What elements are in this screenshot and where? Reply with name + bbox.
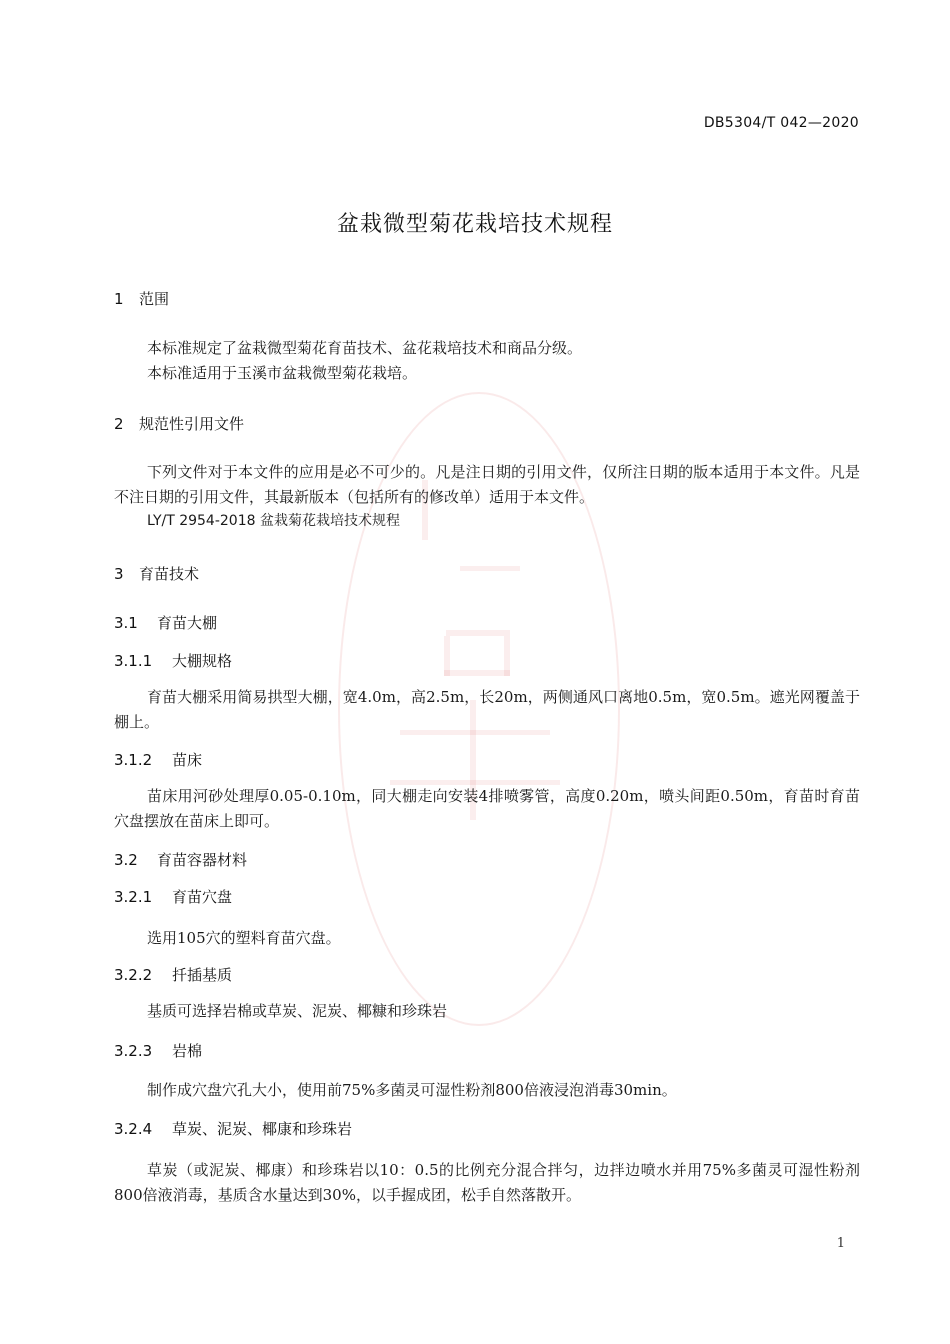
section-title: 育苗穴盘 <box>172 888 233 906</box>
section-number: 3.2.4 <box>114 1120 153 1138</box>
section-heading-3-1-2 <box>114 749 202 770</box>
paragraph: 本标准规定了盆栽微型菊花育苗技术、盆花栽培技术和商品分级。 <box>147 339 583 357</box>
document-code: DB5304/T 042—2020 <box>703 115 859 131</box>
section-number: 3.1 <box>114 614 138 632</box>
section-title: 范围 <box>139 290 170 308</box>
paragraph: 制作成穴盘穴孔大小，使用前75%多菌灵可湿性粉剂800倍液浸泡消毒30min。 <box>147 1081 677 1099</box>
section-heading-3-1-1 <box>114 650 232 671</box>
paragraph: 育苗大棚采用简易拱型大棚，宽4.0m，高2.5m，长20m，两侧通风口离地0.5m，宽0.5m。遮光网覆盖于棚上。 <box>114 688 860 731</box>
section-heading-3-2-4 <box>114 1118 352 1139</box>
section-heading-3-1 <box>114 612 217 633</box>
section-heading-3-2-1 <box>114 886 232 907</box>
paragraph: 本标准适用于玉溪市盆栽微型菊花栽培。 <box>147 364 418 382</box>
section-title: 育苗大棚 <box>157 614 218 632</box>
section-title: 育苗技术 <box>139 565 200 583</box>
section-number: 3.2 <box>114 851 138 869</box>
section-title: 岩棉 <box>172 1042 203 1060</box>
section-heading-3-2 <box>114 849 247 870</box>
section-title: 大棚规格 <box>172 652 233 670</box>
section-title: 规范性引用文件 <box>139 415 245 433</box>
section-title: 草炭、泥炭、椰康和珍珠岩 <box>172 1120 353 1138</box>
section-title: 育苗容器材料 <box>157 851 248 869</box>
paragraph: 苗床用河砂处理厚0.05-0.10m，同大棚走向安装4排喷雾管，高度0.20m，喷头间距0.50m，育苗时育苗穴盘摆放在苗床上即可。 <box>114 787 860 830</box>
section-number: 2 <box>114 415 124 433</box>
paragraph: 草炭（或泥炭、椰康）和珍珠岩以10：0.5的比例充分混合拌匀，边拌边喷水并用75%多菌灵可湿性粉剂800倍液消毒，基质含水量达到30%，以手握成团，松手自然落散开。 <box>114 1161 860 1204</box>
paragraph: 基质可选择岩棉或草炭、泥炭、椰糠和珍珠岩 <box>147 1002 448 1020</box>
section-heading-3 <box>114 563 199 584</box>
section-number: 3.2.3 <box>114 1042 153 1060</box>
section-heading-2 <box>114 413 244 434</box>
section-title: 苗床 <box>172 751 203 769</box>
section-number: 3.2.1 <box>114 888 153 906</box>
paragraph: 下列文件对于本文件的应用是必不可少的。凡是注日期的引用文件，仅所注日期的版本适用于本文件。凡是不注日期的引用文件，其最新版本（包括所有的修改单）适用于本文件。 <box>114 463 860 506</box>
normative-reference: LY/T 2954-2018 盆栽菊花栽培技术规程 <box>147 513 400 529</box>
section-number: 3 <box>114 565 124 583</box>
section-title: 扦插基质 <box>172 966 233 984</box>
section-number: 3.2.2 <box>114 966 153 984</box>
section-heading-3-2-2 <box>114 964 232 985</box>
paragraph: 选用105穴的塑料育苗穴盘。 <box>147 929 341 947</box>
section-number: 3.1.1 <box>114 652 153 670</box>
document-title: 盆栽微型菊花栽培技术规程 <box>336 212 613 237</box>
section-heading-1 <box>114 288 169 309</box>
section-heading-3-2-3 <box>114 1040 202 1061</box>
section-number: 3.1.2 <box>114 751 153 769</box>
section-number: 1 <box>114 290 124 308</box>
page-number: 1 <box>836 1236 845 1251</box>
